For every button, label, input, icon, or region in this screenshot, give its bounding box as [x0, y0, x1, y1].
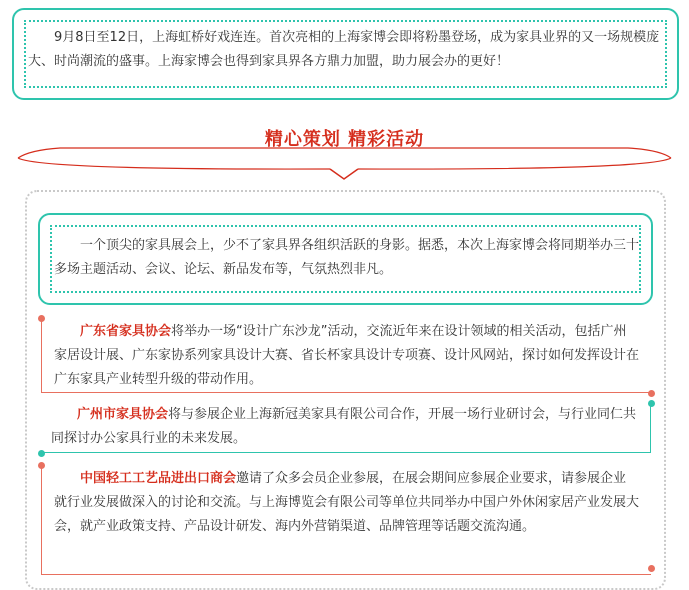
activity-paragraph [42, 318, 651, 392]
organization-name: 广东省家具协会 [80, 324, 172, 339]
intro-text: 9月8日至12日，上海虹桥好戏连连。首次亮相的上海家博会即将粉墨登场，成为家具业界的又一场规模庞大、时尚潮流的盛事。上海家博会也得到家具界各方鼎力加盟，助力展会办的更好！ [28, 30, 660, 69]
timeline-dot [648, 390, 655, 397]
panel-intro-card [38, 213, 653, 305]
organization-name: 中国轻工工艺品进出口商会 [80, 471, 237, 486]
activity-description: 将举办一场“设计广东沙龙”活动，交流近年来在设计领域的相关活动，包括广州家居设计展、广东家协系列家具设计大赛、省长杯家具设计专项赛、设计风网站，探讨如何发挥设计在广东家具产业转型升级的带动作用。 [54, 324, 640, 387]
activity-paragraph [41, 403, 650, 451]
section-divider [0, 142, 689, 182]
timeline-dot [38, 315, 45, 322]
timeline-dot [38, 450, 45, 457]
timeline-dot [648, 400, 655, 407]
activity-item [41, 318, 651, 393]
section-title: 精心策划 精彩活动 [264, 129, 425, 150]
activity-paragraph [42, 465, 651, 539]
organization-name: 广州市家具协会 [77, 407, 169, 422]
activity-item [41, 403, 651, 453]
activity-item [41, 465, 651, 575]
panel-intro-text: 一个顶尖的家具展会上，少不了家具界各组织活跃的身影。据悉，本次上海家博会将同期举办三十多场主题活动、会议、论坛、新品发布等，气氛热烈非凡。 [54, 238, 640, 277]
activity-description: 将与参展企业上海新冠美家具有限公司合作，开展一场行业研讨会，与行业同仁共同探讨办公家具行业的未来发展。 [51, 407, 637, 446]
intro-card [12, 8, 679, 100]
timeline-dot [38, 462, 45, 469]
timeline-dot [648, 565, 655, 572]
activity-description: 邀请了众多会员企业参展，在展会期间应参展企业要求，请参展企业就行业发展做深入的讨论和交流。与上海博览会有限公司等单位共同举办中国户外休闲家居产业发展大会，就产业政策支持、产品设计研发、海内外营销渠道、品牌管理等话题交流沟通。 [54, 471, 640, 534]
